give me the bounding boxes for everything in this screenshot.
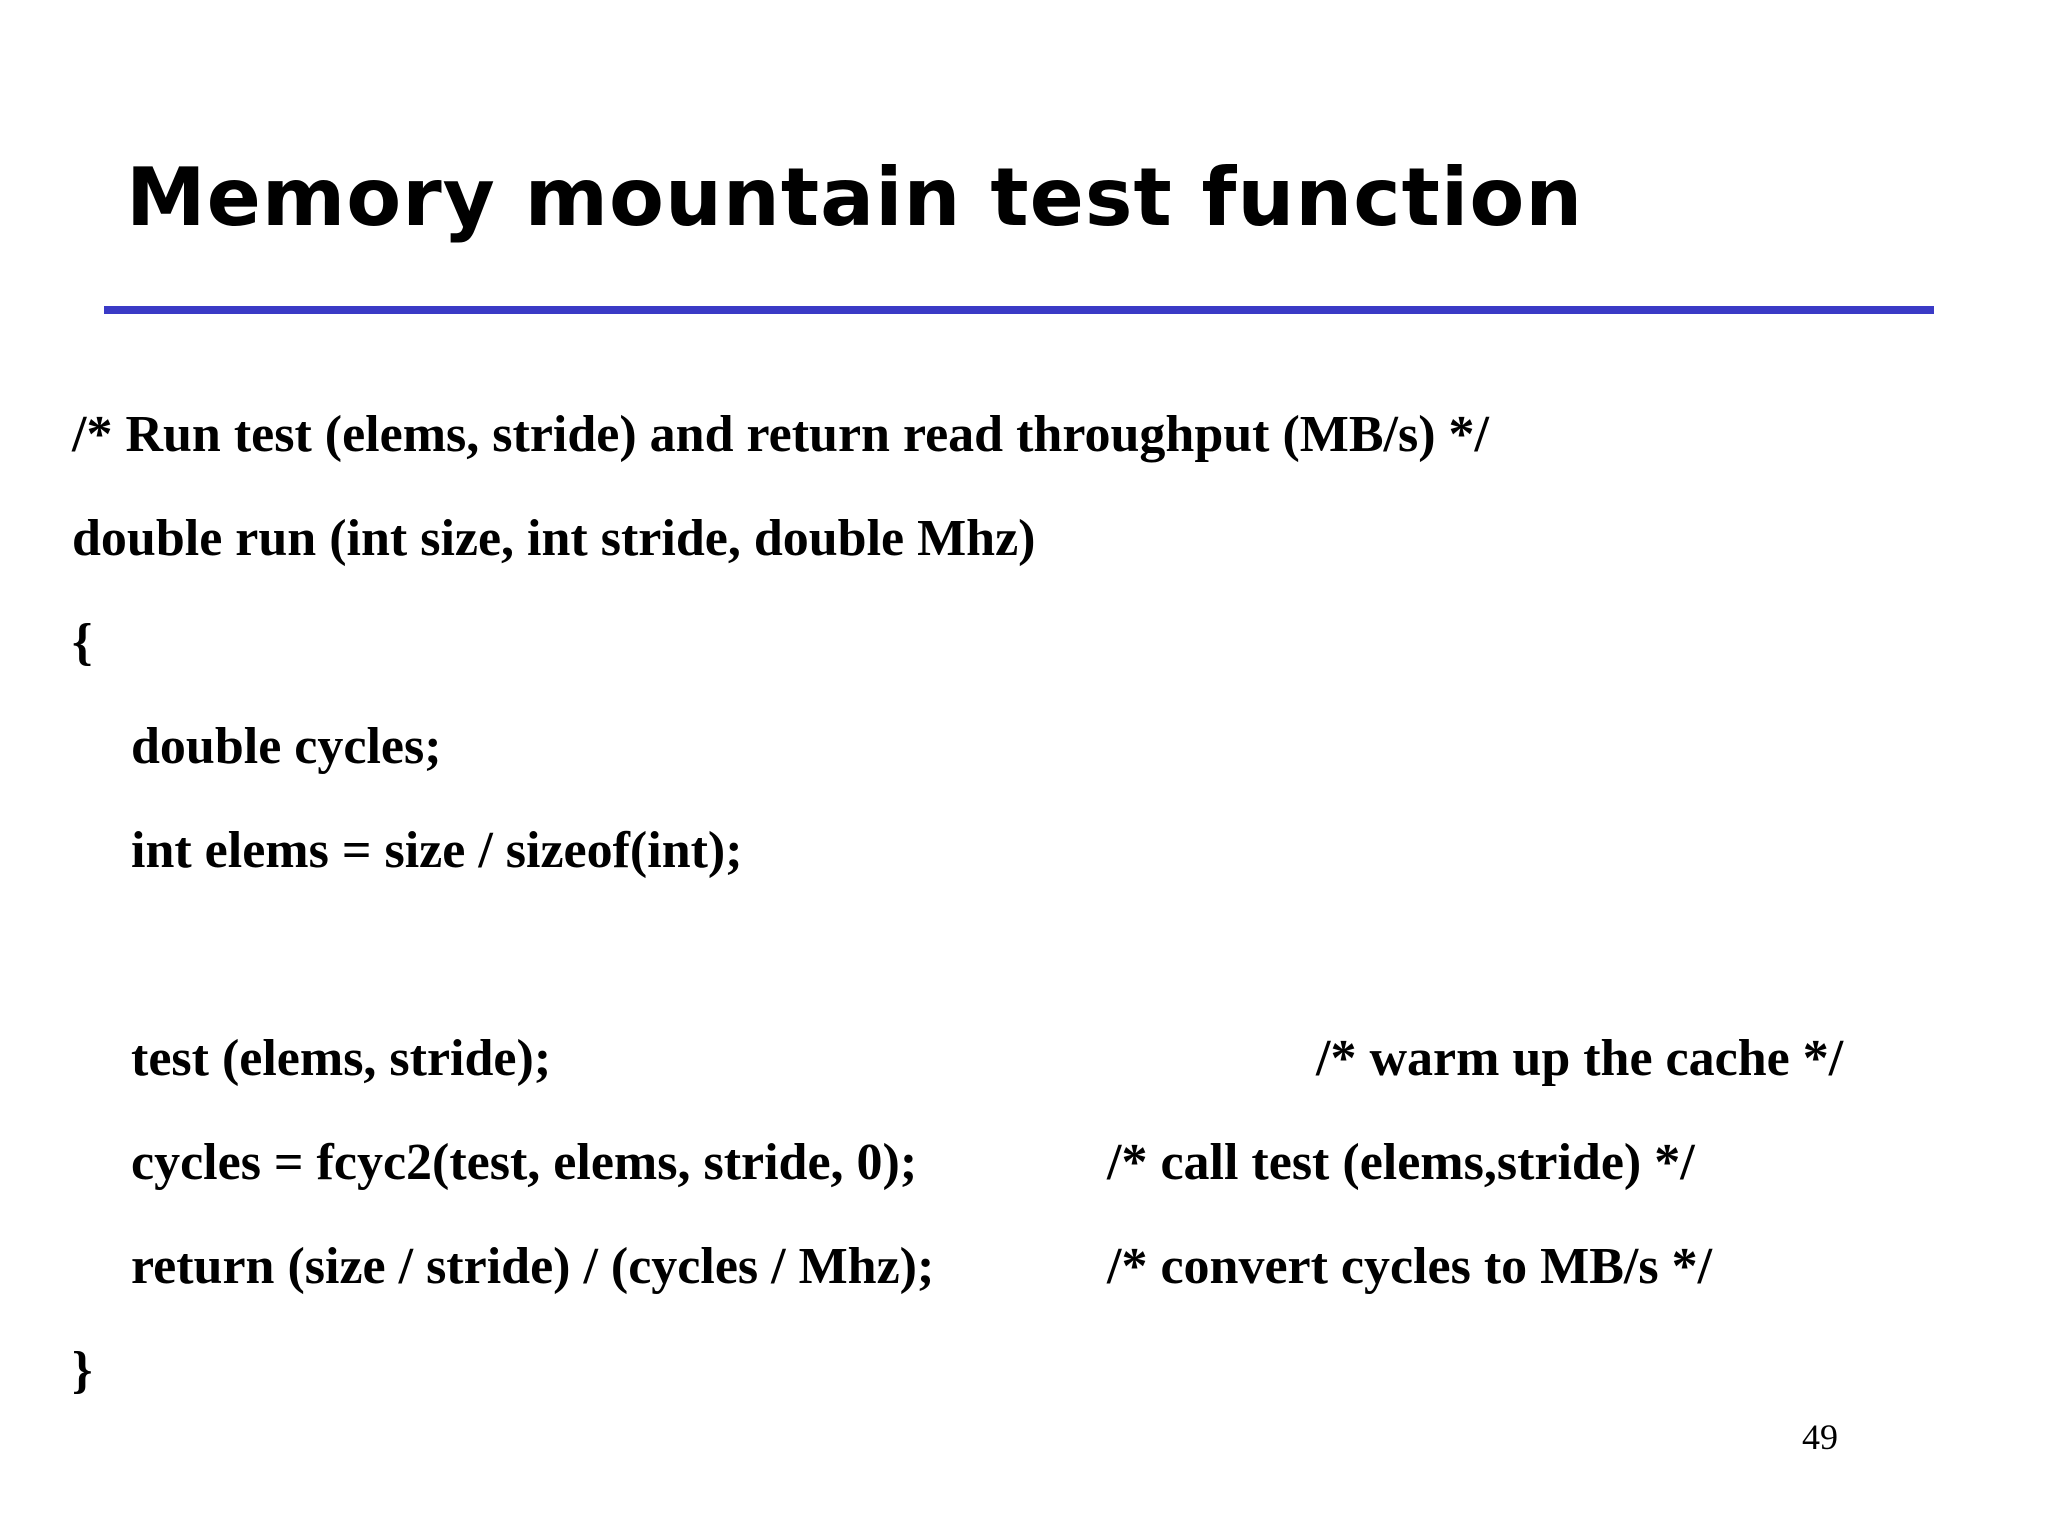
code-cycles-call: cycles = fcyc2(test, elems, stride, 0); — [131, 1134, 918, 1191]
code-return-comment: /* convert cycles to MB/s */ — [1107, 1238, 1713, 1295]
title-underline — [104, 306, 1934, 314]
code-warmup-call: test (elems, stride); — [131, 1030, 552, 1087]
code-function-signature: double run (int size, int stride, double Mhz) — [72, 510, 1036, 567]
code-close-brace: } — [72, 1342, 93, 1399]
code-comment-header: /* Run test (elems, stride) and return read throughput (MB/s) */ — [72, 406, 1489, 463]
code-warmup-comment: /* warm up the cache */ — [1316, 1030, 1844, 1087]
code-cycles-comment: /* call test (elems,stride) */ — [1107, 1134, 1695, 1191]
slide-title: Memory mountain test function — [126, 151, 1584, 244]
code-decl-elems: int elems = size / sizeof(int); — [131, 822, 743, 879]
code-open-brace: { — [72, 614, 93, 671]
code-return-stmt: return (size / stride) / (cycles / Mhz); — [131, 1238, 935, 1295]
code-decl-cycles: double cycles; — [131, 718, 442, 775]
page-number: 49 — [1802, 1417, 1838, 1457]
